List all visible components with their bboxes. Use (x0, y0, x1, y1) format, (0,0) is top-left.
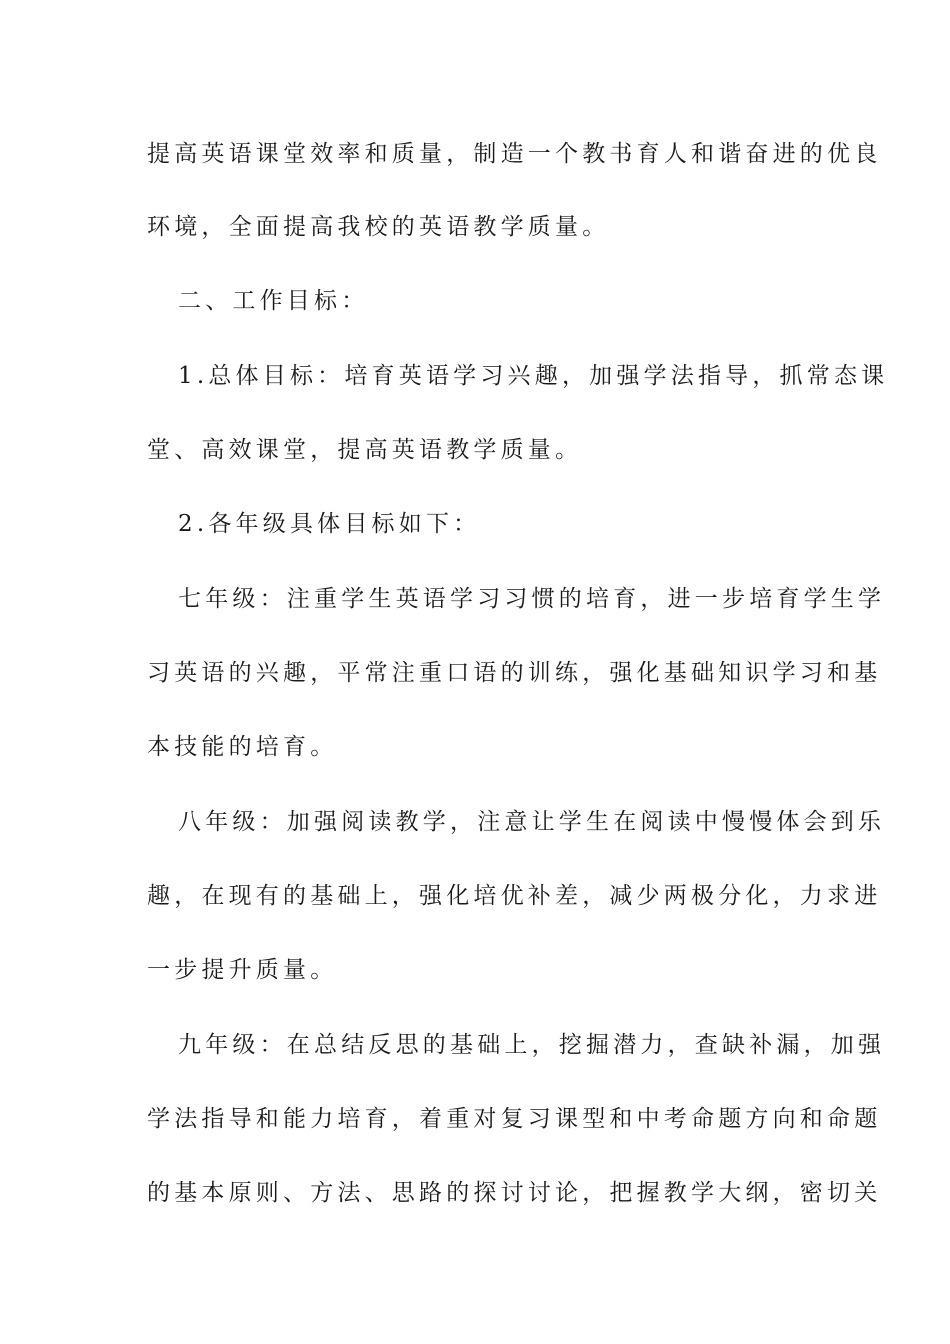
paragraph-line: 环境，全面提高我校的英语教学质量。 (147, 214, 610, 240)
paragraph-line: 八年级：加强阅读教学，注意让学生在阅读中慢慢体会到乐 (178, 809, 886, 835)
paragraph-line: 九年级：在总结反思的基础上，挖掘潜力，查缺补漏，加强 (178, 1032, 886, 1058)
paragraph-line: 的基本原则、方法、思路的探讨讨论，把握教学大纲，密切关 (147, 1180, 882, 1206)
paragraph-line: 本技能的培育。 (147, 734, 338, 760)
section-heading: 二、工作目标： (178, 288, 369, 314)
paragraph-line: 提高英语课堂效率和质量，制造一个教书育人和谐奋进的优良 (147, 141, 882, 167)
paragraph-line: 学法指导和能力培育，着重对复习课型和中考命题方向和命题 (147, 1106, 882, 1132)
paragraph-line: 七年级：注重学生英语学习习惯的培育，进一步培育学生学 (178, 586, 886, 612)
paragraph-line: 一步提升质量。 (147, 957, 338, 983)
paragraph-line: 1.总体目标：培育英语学习兴趣，加强学法指导，抓常态课 (178, 363, 889, 389)
paragraph-line: 趣，在现有的基础上，强化培优补差，减少两极分化，力求进 (147, 883, 882, 909)
paragraph-line: 2.各年级具体目标如下： (178, 511, 481, 537)
paragraph-line: 习英语的兴趣，平常注重口语的训练，强化基础知识学习和基 (147, 660, 882, 686)
paragraph-line: 堂、高效课堂，提高英语教学质量。 (147, 437, 583, 463)
